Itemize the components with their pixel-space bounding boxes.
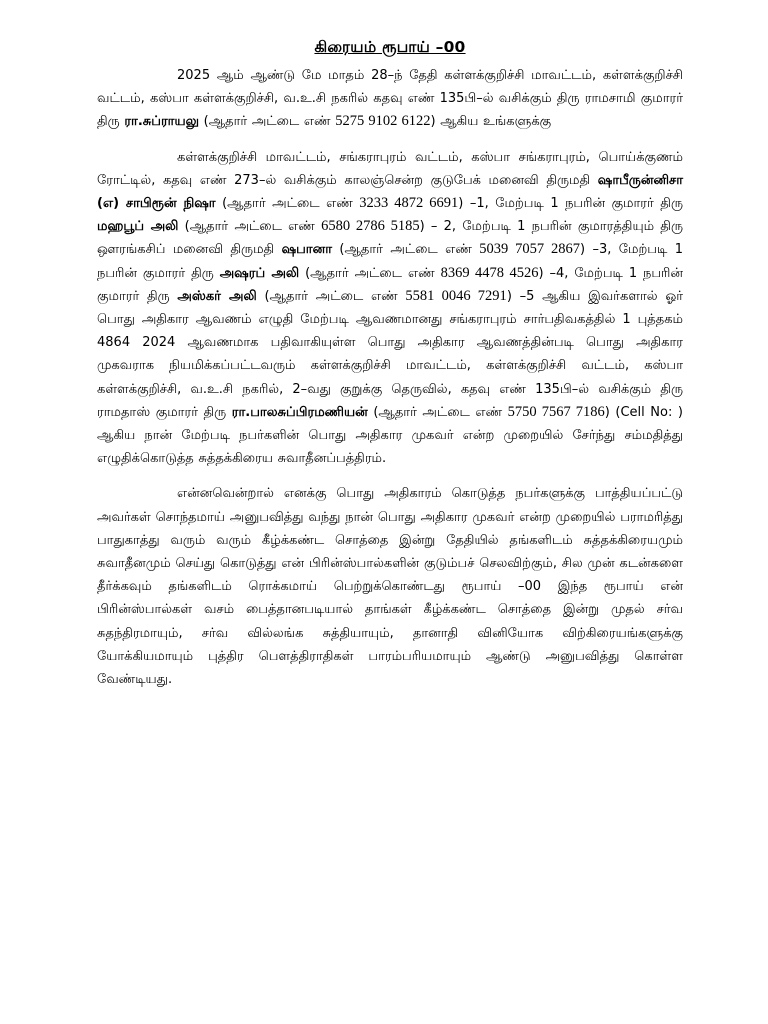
seller-3-intro: ) – 2, மேற்படி 1 நபரின் குமாரத்தியும் திரு ஔரங்கசிப் மனைவி திருமதி [97,219,683,258]
paragraph-terms [97,482,683,691]
buyer-aadhaar-number: 5275 9102 6122 [335,113,431,130]
seller-2-aadhaar-label: (ஆதார் அட்டை எண் [178,219,322,235]
seller-intro-text: கள்ளக்குறிச்சி மாவட்டம், சங்கராபுரம் வட்டம், கஸ்பா சங்கராபுரம், பொய்க்குணம் ரோட்டில், கதவு எண் 273–ல் வசிக்கும் காலஞ்சென்ற குடுபேக் மனைவி திருமதி [97,149,683,188]
seller-1-aadhaar-label: (ஆதார் அட்டை எண் [215,196,360,212]
agent-closing-text: ) (Cell No: ) ஆகிய நான் மேற்படி நபர்களின் பொது அதிகார முகவர் என்ற முறையில் சேர்ந்து சம்மதித்து எழுதிக்கொடுத்த சுத்தக்கிரைய சுவாதீனப்பத்திரம். [97,404,683,467]
seller-4-aadhaar-number: 8369 4478 4526 [440,264,539,281]
buyer-intro-text: 2025 ஆம் ஆண்டு மே மாதம் 28–ந் தேதி கள்ளக்குறிச்சி மாவட்டம், கள்ளக்குறிச்சி வட்டம், கஸ்பா கள்ளக்குறிச்சி, வ.உ.சி நகரில் கதவு எண் 135பி–ல் வசிக்கும் திரு ராமசாமி குமாரர் திரு [97,68,683,130]
power-of-attorney-text: ) –5 ஆகிய இவர்களால் ஓர் பொது அதிகார ஆவணம் எழுதி மேற்படி ஆவணமானது சங்கராபுரம் சார்பதிவகத்தில் 1 புத்தகம் 4864 2024 ஆவணமாக பதிவாகியுள்ள பொது அதிகார ஆவணத்தின்படி பொது அதிகார முகவராக நியமிக்கப்பட்டவரும் கள்ளக்குறிச்சி மாவட்டம், கள்ளக்குறிச்சி வட்டம், கஸ்பா கள்ளக்குறிச்சி, வ.உ.சி நகரில், 2–வது குறுக்கு தெருவில், கதவு எண் 135பி–ல் வசிக்கும் திரு ராமதாஸ் குமாரர் திரு [97,288,684,420]
agent-name: ரா.பாலசுப்பிரமணியன் [231,404,368,420]
seller-2-aadhaar-number: 6580 2786 5185 [321,218,420,235]
paragraph-sellers [97,146,683,471]
agent-aadhaar-label: (ஆதார் அட்டை எண் [367,404,508,420]
seller-1-name: ஷாபீருன்னிசா (எ) சாபிரூன் நிஷா [97,172,683,212]
buyer-name: ரா.சுப்ராயலு [124,114,199,130]
seller-2-name: மஹபூப் அலி [97,219,179,235]
buyer-closing-text: ) ஆகிய உங்களுக்கு [430,114,552,130]
seller-5-name: அஸ்கர் அலி [177,288,257,304]
deed-page [97,38,683,691]
seller-3-aadhaar-label: (ஆதார் அட்டை எண் [332,242,480,258]
document-title: கிரையம் ரூபாய் –00 [314,38,466,56]
seller-2-intro: ) –1, மேற்படி 1 நபரின் குமாரர் திரு [458,196,684,212]
buyer-aadhaar-label: (ஆதார் அட்டை எண் [199,114,336,130]
seller-4-name: அஷரப் அலி [219,265,300,281]
seller-5-aadhaar-number: 5581 0046 7291 [405,287,507,304]
sale-terms-text: என்னவென்றால் எனக்கு பொது அதிகாரம் கொடுத்த நபர்களுக்கு பாத்தியப்பட்டு அவர்கள் சொந்தமாய் அனுபவித்து வந்து நான் பொது அதிகார முகவர் என்ற முறையில் பராமரித்து பாதுகாத்து வரும் வரும் கீழ்க்கண்ட சொத்தை இன்று தேதியில் தங்களிடம் சுத்தக்கிரையமும் சுவாதீனமும் செய்து கொடுத்து என் பிரின்ஸ்பால்களின் குடும்பச் செலவிற்கும், சில முன் கடன்களை தீர்க்கவும் தங்களிடம் ரொக்கமாய் பெற்றுக்கொண்டது ரூபாய் –00 இந்த ரூபாய் என் பிரின்ஸ்பால்கள் வசம் பைத்தானபடியால் தாங்கள் கீழ்க்கண்ட சொத்தை இன்று முதல் சர்வ சுதந்திரமாயும், சர்வ வில்லங்க சுத்தியாயும், தானாதி வினியோக விற்கிரையங்களுக்கு யோக்கியமாயும் புத்திர பௌத்திராதிகள் பாரம்பரியமாயும் ஆண்டு அனுபவித்து கொள்ள வேண்டியது. [97,486,683,688]
seller-4-intro: ) –3, மேற்படி 1 நபரின் குமாரர் திரு [97,242,683,281]
agent-aadhaar-number: 5750 7567 7186 [507,403,605,420]
seller-4-aadhaar-label: (ஆதார் அட்டை எண் [299,265,441,281]
paragraph-buyer [97,64,683,134]
seller-3-aadhaar-number: 5039 7057 2867 [479,241,581,258]
seller-5-intro: ) –4, மேற்படி 1 நபரின் குமாரர் திரு [97,265,684,304]
seller-3-name: ஷபானா [281,242,332,258]
seller-1-aadhaar-number: 3233 4872 6691 [359,195,459,212]
seller-5-aadhaar-label: (ஆதார் அட்டை எண் [256,288,406,304]
